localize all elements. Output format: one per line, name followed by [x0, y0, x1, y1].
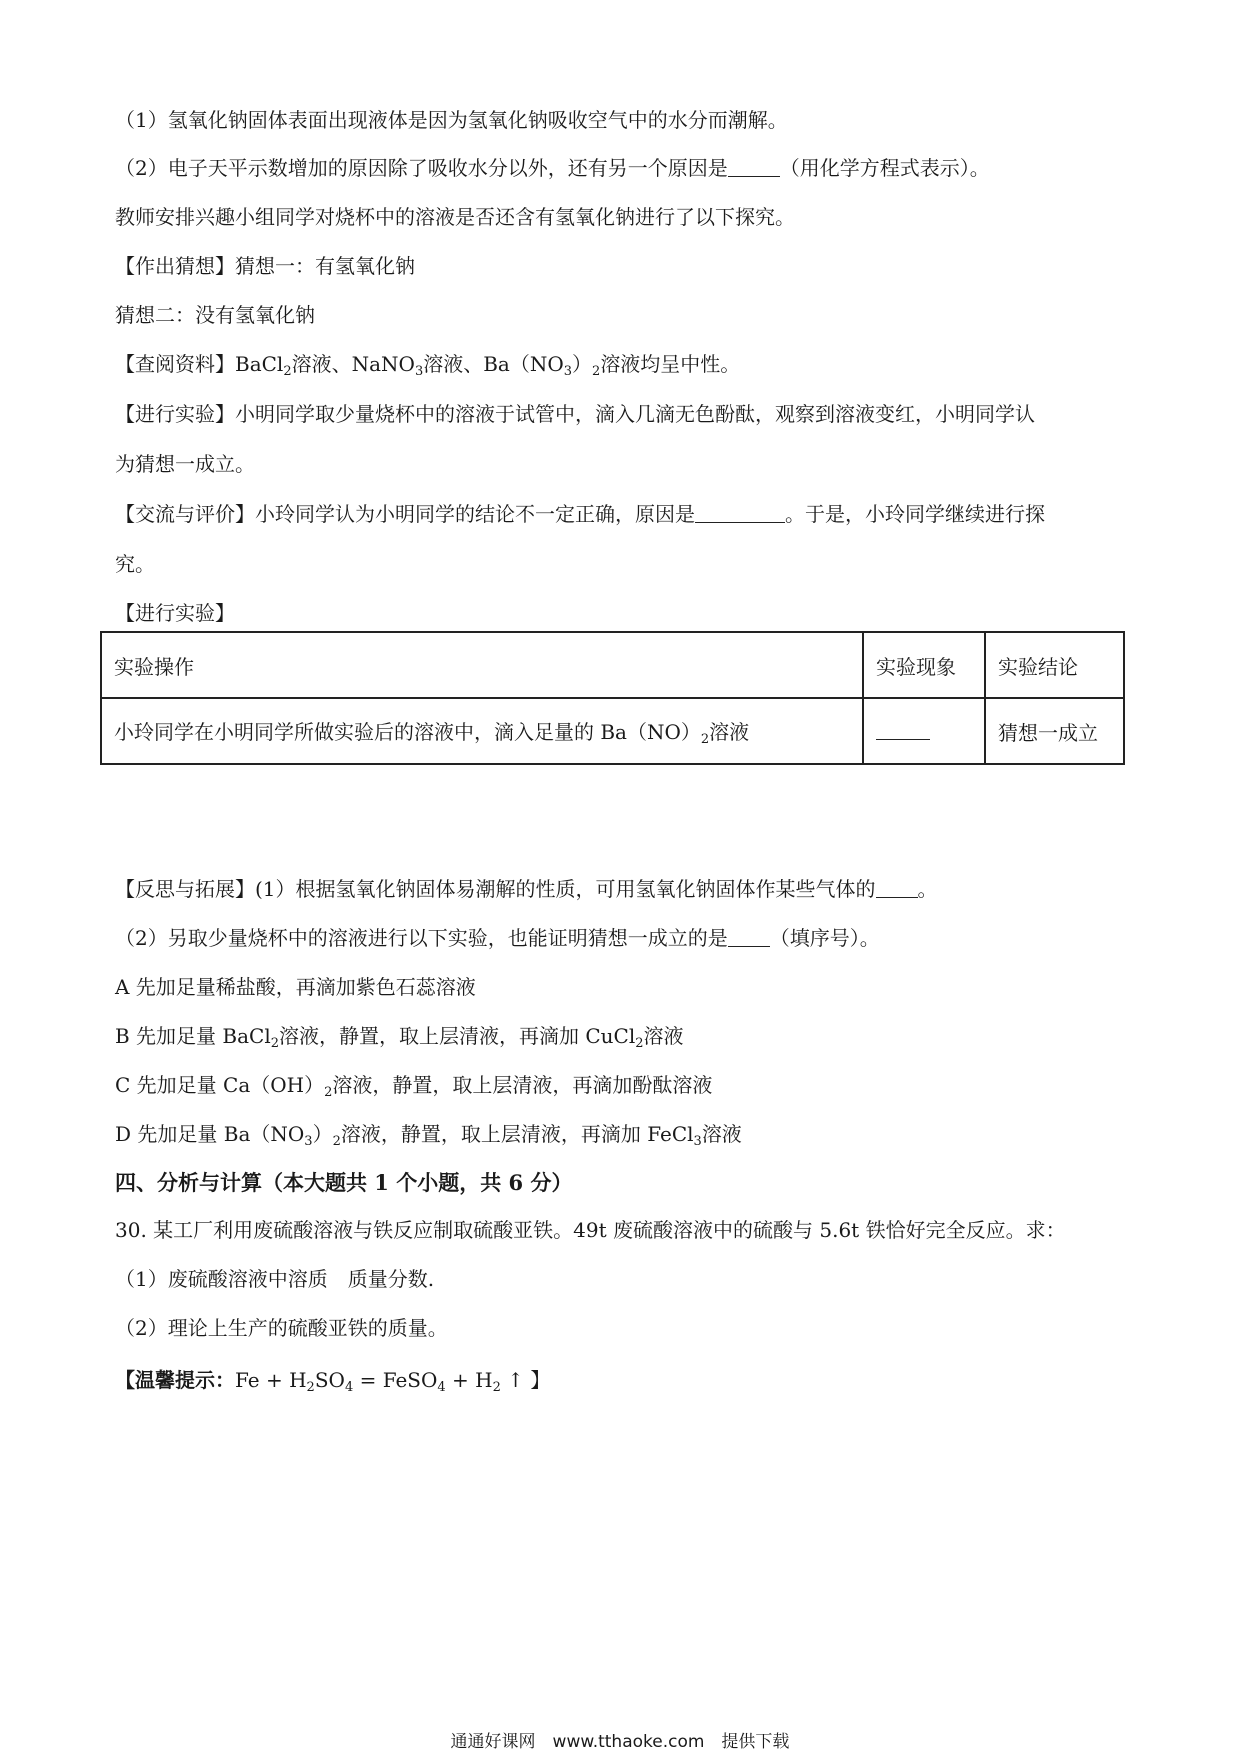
subscript: 2: [592, 364, 601, 379]
cell-phenomenon: [863, 698, 985, 764]
table-row: [101, 698, 1124, 764]
text: B 先加足量 BaCl: [115, 1024, 271, 1048]
text: Fe + H: [235, 1368, 307, 1392]
option-c: [115, 1072, 712, 1106]
subscript: 3: [563, 364, 573, 379]
subscript: 2: [283, 364, 292, 379]
subscript: 3: [304, 1134, 313, 1149]
section-heading: 四、分析与计算（本大题共 1 个小题，共 6 分）: [115, 1170, 573, 1195]
text-line: [115, 351, 740, 385]
text: 。于是，小玲同学继续进行探: [785, 502, 1045, 526]
text: D 先加足量 Ba（NO: [115, 1122, 305, 1146]
text: ）: [312, 1122, 333, 1146]
text-line: 为猜想一成立。: [115, 452, 255, 476]
text: ）: [572, 352, 593, 376]
page-footer: 通通好课网 www.tthaoke.com 提供下载: [450, 1732, 790, 1752]
subscript: 4: [437, 1380, 446, 1395]
text: 溶液均呈中性。: [600, 352, 741, 376]
text: （2）另取少量烧杯中的溶液进行以下实验，也能证明猜想一成立的是: [115, 926, 728, 950]
text: 溶液、Ba（NO: [423, 352, 564, 376]
question-line-2: [115, 155, 990, 181]
question-30-part-2: （2）理论上生产的硫酸亚铁的质量。: [115, 1316, 448, 1340]
subscript: 3: [414, 364, 424, 379]
answer-blank: [695, 502, 785, 523]
subscript: 2: [492, 1380, 501, 1395]
text: （用化学方程式表示）。: [779, 156, 990, 180]
option-a: A 先加足量稀盐酸，再滴加紫色石蕊溶液: [115, 975, 476, 999]
answer-blank: [876, 877, 918, 898]
text: SO: [314, 1368, 345, 1392]
subscript: 2: [635, 1036, 644, 1051]
text-line: 教师安排兴趣小组同学对烧杯中的溶液是否还含有氢氧化钠进行了以下探究。: [115, 205, 795, 229]
answer-blank: [876, 719, 930, 740]
text: （2）电子天平示数增加的原因除了吸收水分以外，还有另一个原因是: [115, 156, 728, 180]
text-line: 猜想二：没有氢氧化钠: [115, 303, 315, 327]
question-30: 30. 某工厂利用废硫酸溶液与铁反应制取硫酸亚铁。49t 废硫酸溶液中的硫酸与 5.6t 铁恰好完全反应。求：: [115, 1218, 1066, 1242]
cell-operation: [101, 698, 863, 764]
text-line: 【作出猜想】猜想一：有氢氧化钠: [115, 254, 415, 278]
text: 溶液，静置，取上层清液，再滴加酚酞溶液: [332, 1073, 713, 1097]
text-line: 究。: [115, 552, 155, 576]
text: ↑ 】: [500, 1368, 551, 1392]
subscript: 3: [693, 1134, 702, 1149]
header-conclusion: 实验结论: [985, 632, 1124, 698]
answer-blank: [728, 926, 770, 947]
table-header-row: [101, 632, 1124, 698]
text: 【查阅资料】BaCl: [115, 352, 284, 376]
subscript: 2: [270, 1036, 280, 1051]
cell-conclusion: 猜想一成立: [985, 698, 1124, 764]
subscript: 4: [344, 1380, 354, 1395]
subscript: 2: [324, 1085, 333, 1100]
option-d: [115, 1121, 742, 1155]
subscript: 2: [332, 1134, 341, 1149]
question-30-part-1: （1）废硫酸溶液中溶质 质量分数.: [115, 1267, 435, 1291]
header-phenomenon: 实验现象: [863, 632, 985, 698]
answer-blank: [728, 156, 780, 177]
text: 溶液、NaNO: [291, 352, 415, 376]
text-line: [115, 876, 938, 902]
text-line: [115, 501, 1045, 527]
text: （填序号）。: [769, 926, 880, 950]
text: = FeSO: [353, 1368, 438, 1392]
text: + H: [445, 1368, 493, 1392]
text-line: [115, 925, 880, 951]
text: 【反思与拓展】(1）根据氢氧化钠固体易潮解的性质，可用氢氧化钠固体作某些气体的: [115, 877, 876, 901]
header-operation: 实验操作: [101, 632, 863, 698]
text-line: 【进行实验】: [115, 601, 235, 625]
option-b: [115, 1023, 684, 1057]
subscript: 2: [306, 1380, 315, 1395]
text: 溶液: [709, 719, 750, 744]
subscript: 2: [700, 731, 710, 747]
text: 【交流与评价】小玲同学认为小明同学的结论不一定正确，原因是: [115, 502, 695, 526]
hint-label: 【温馨提示：: [115, 1368, 235, 1392]
text: 溶液，静置，取上层清液，再滴加 FeCl: [340, 1122, 694, 1146]
text: 溶液，静置，取上层清液，再滴加 CuCl: [279, 1024, 636, 1048]
hint-line: [115, 1367, 550, 1401]
text-line: （1）氢氧化钠固体表面出现液体是因为氢氧化钠吸收空气中的水分而潮解。: [115, 108, 788, 132]
text-line: 【进行实验】小明同学取少量烧杯中的溶液于试管中，滴入几滴无色酚酞，观察到溶液变红，小明同学认: [115, 402, 1035, 426]
text: ）: [680, 719, 701, 744]
text: 。: [917, 877, 938, 901]
text: C 先加足量 Ca（OH）: [115, 1073, 325, 1097]
text: 溶液: [643, 1024, 684, 1048]
text: 溶液: [701, 1122, 742, 1146]
experiment-table: [100, 631, 1125, 765]
text: 小玲同学在小明同学所做实验后的溶液中，滴入足量的 Ba（NO: [114, 719, 681, 744]
